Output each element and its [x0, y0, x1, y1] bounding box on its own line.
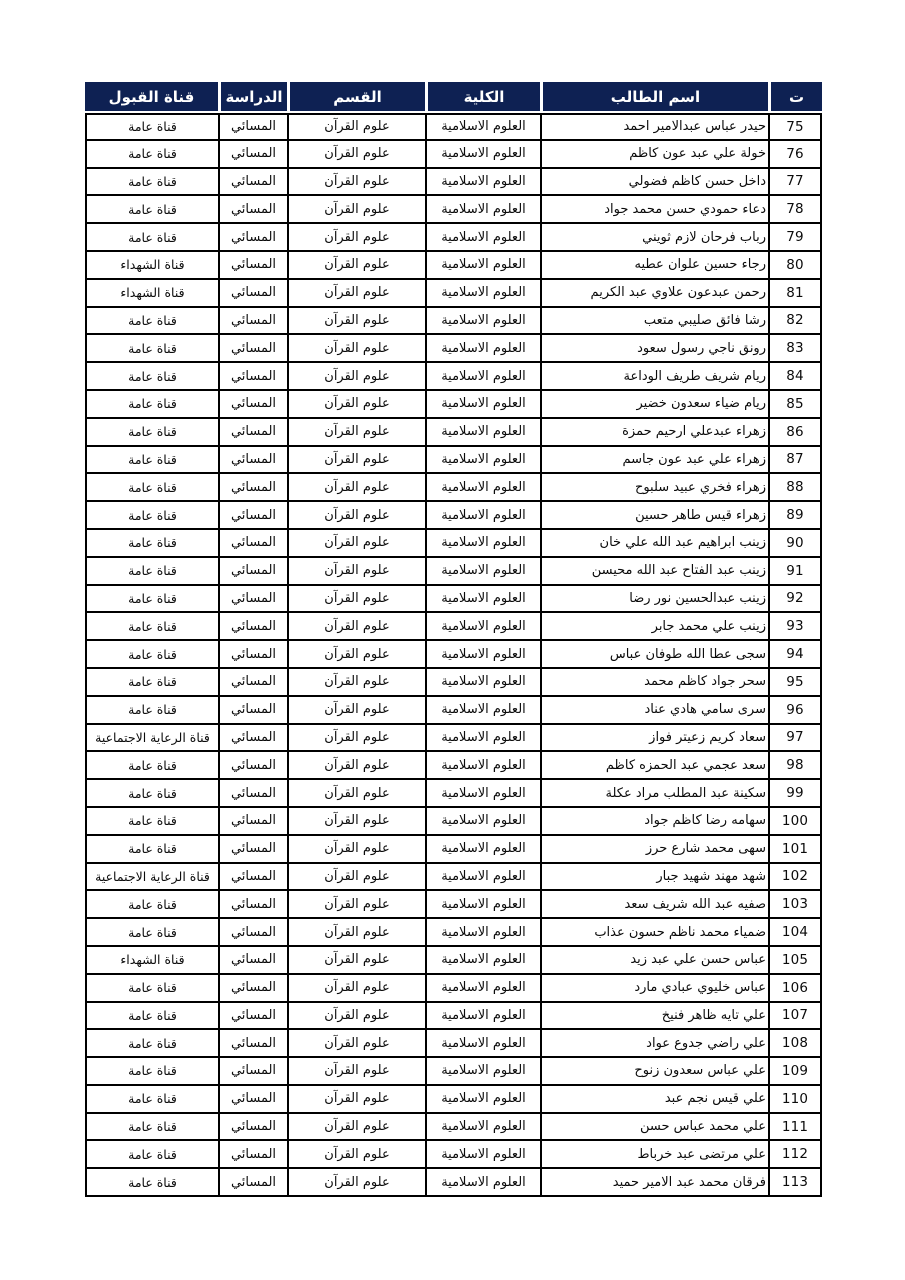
table-row	[85, 1030, 822, 1058]
table-row	[85, 1086, 822, 1114]
cell-admission-channel: قناة عامة	[85, 669, 218, 697]
table-row	[85, 308, 822, 336]
cell-student-name: خولة علي عبد عون كاظم	[540, 141, 768, 169]
cell-no: 81	[768, 280, 822, 308]
column-header-channel: قناة القبول	[85, 82, 218, 113]
cell-study: المسائي	[218, 1169, 287, 1197]
cell-department: علوم القرآن	[287, 669, 425, 697]
cell-student-name: زهراء علي عبد عون جاسم	[540, 447, 768, 475]
cell-no: 77	[768, 169, 822, 197]
cell-college: العلوم الاسلامية	[425, 725, 540, 753]
cell-study: المسائي	[218, 1003, 287, 1031]
cell-college: العلوم الاسلامية	[425, 363, 540, 391]
cell-admission-channel: قناة عامة	[85, 1141, 218, 1169]
cell-student-name: صفيه عبد الله شريف سعد	[540, 891, 768, 919]
table-row	[85, 669, 822, 697]
table-row	[85, 196, 822, 224]
cell-college: العلوم الاسلامية	[425, 836, 540, 864]
cell-college: العلوم الاسلامية	[425, 280, 540, 308]
cell-no: 112	[768, 1141, 822, 1169]
table-body	[85, 113, 822, 1197]
cell-study: المسائي	[218, 558, 287, 586]
cell-admission-channel: قناة الرعاية الاجتماعية	[85, 725, 218, 753]
cell-study: المسائي	[218, 864, 287, 892]
table-row	[85, 474, 822, 502]
cell-study: المسائي	[218, 780, 287, 808]
table-row	[85, 252, 822, 280]
column-header-no: ت	[768, 82, 822, 113]
table-row	[85, 613, 822, 641]
cell-admission-channel: قناة عامة	[85, 641, 218, 669]
table-row	[85, 169, 822, 197]
cell-student-name: فرقان محمد عبد الامير حميد	[540, 1169, 768, 1197]
cell-student-name: زينب ابراهيم عبد الله علي خان	[540, 530, 768, 558]
cell-student-name: رونق ناجي رسول سعود	[540, 335, 768, 363]
cell-college: العلوم الاسلامية	[425, 169, 540, 197]
table-row	[85, 975, 822, 1003]
cell-admission-channel: قناة عامة	[85, 1169, 218, 1197]
cell-admission-channel: قناة عامة	[85, 780, 218, 808]
cell-admission-channel: قناة عامة	[85, 1058, 218, 1086]
cell-department: علوم القرآن	[287, 419, 425, 447]
cell-no: 83	[768, 335, 822, 363]
cell-department: علوم القرآن	[287, 975, 425, 1003]
cell-student-name: سعد عجمي عبد الحمزه كاظم	[540, 752, 768, 780]
table-row	[85, 1114, 822, 1142]
table-header	[85, 82, 822, 113]
cell-department: علوم القرآن	[287, 919, 425, 947]
cell-study: المسائي	[218, 808, 287, 836]
cell-college: العلوم الاسلامية	[425, 864, 540, 892]
cell-admission-channel: قناة عامة	[85, 447, 218, 475]
cell-no: 79	[768, 224, 822, 252]
cell-no: 75	[768, 113, 822, 141]
cell-college: العلوم الاسلامية	[425, 1086, 540, 1114]
cell-admission-channel: قناة الرعاية الاجتماعية	[85, 864, 218, 892]
table-row	[85, 780, 822, 808]
cell-no: 90	[768, 530, 822, 558]
cell-study: المسائي	[218, 836, 287, 864]
cell-department: علوم القرآن	[287, 169, 425, 197]
cell-admission-channel: قناة عامة	[85, 1086, 218, 1114]
cell-college: العلوم الاسلامية	[425, 780, 540, 808]
cell-admission-channel: قناة عامة	[85, 474, 218, 502]
cell-department: علوم القرآن	[287, 1141, 425, 1169]
cell-no: 91	[768, 558, 822, 586]
cell-student-name: علي عباس سعدون زنوح	[540, 1058, 768, 1086]
table-row	[85, 530, 822, 558]
cell-study: المسائي	[218, 224, 287, 252]
cell-admission-channel: قناة عامة	[85, 919, 218, 947]
cell-college: العلوم الاسلامية	[425, 252, 540, 280]
cell-college: العلوم الاسلامية	[425, 530, 540, 558]
cell-admission-channel: قناة عامة	[85, 1030, 218, 1058]
header-row	[85, 82, 822, 113]
cell-no: 99	[768, 780, 822, 808]
column-header-college: الكلية	[425, 82, 540, 113]
cell-admission-channel: قناة عامة	[85, 335, 218, 363]
cell-no: 96	[768, 697, 822, 725]
cell-department: علوم القرآن	[287, 502, 425, 530]
column-header-department: القسم	[287, 82, 425, 113]
cell-admission-channel: قناة الشهداء	[85, 280, 218, 308]
cell-study: المسائي	[218, 474, 287, 502]
cell-study: المسائي	[218, 169, 287, 197]
cell-student-name: ريام ضياء سعدون خضير	[540, 391, 768, 419]
cell-no: 88	[768, 474, 822, 502]
table-row	[85, 335, 822, 363]
cell-admission-channel: قناة عامة	[85, 752, 218, 780]
table-row	[85, 419, 822, 447]
cell-college: العلوم الاسلامية	[425, 947, 540, 975]
cell-college: العلوم الاسلامية	[425, 335, 540, 363]
cell-student-name: زينب علي محمد جابر	[540, 613, 768, 641]
cell-college: العلوم الاسلامية	[425, 1169, 540, 1197]
table-row	[85, 808, 822, 836]
cell-admission-channel: قناة عامة	[85, 586, 218, 614]
cell-student-name: علي قيس نجم عبد	[540, 1086, 768, 1114]
cell-department: علوم القرآن	[287, 641, 425, 669]
cell-department: علوم القرآن	[287, 725, 425, 753]
cell-no: 98	[768, 752, 822, 780]
cell-department: علوم القرآن	[287, 947, 425, 975]
cell-department: علوم القرآن	[287, 1003, 425, 1031]
cell-department: علوم القرآن	[287, 752, 425, 780]
table-row	[85, 1169, 822, 1197]
cell-no: 86	[768, 419, 822, 447]
cell-admission-channel: قناة عامة	[85, 1114, 218, 1142]
cell-no: 111	[768, 1114, 822, 1142]
students-table	[85, 82, 822, 1197]
cell-college: العلوم الاسلامية	[425, 891, 540, 919]
cell-department: علوم القرآن	[287, 697, 425, 725]
cell-student-name: حيدر عباس عبدالامير احمد	[540, 113, 768, 141]
cell-student-name: سهى محمد شارع حرز	[540, 836, 768, 864]
cell-study: المسائي	[218, 586, 287, 614]
cell-student-name: زهراء قيس طاهر حسين	[540, 502, 768, 530]
cell-college: العلوم الاسلامية	[425, 669, 540, 697]
cell-study: المسائي	[218, 113, 287, 141]
cell-admission-channel: قناة الشهداء	[85, 947, 218, 975]
cell-study: المسائي	[218, 252, 287, 280]
cell-department: علوم القرآن	[287, 1169, 425, 1197]
cell-student-name: زهراء فخري عبيد سلبوح	[540, 474, 768, 502]
cell-no: 104	[768, 919, 822, 947]
cell-college: العلوم الاسلامية	[425, 113, 540, 141]
cell-admission-channel: قناة عامة	[85, 975, 218, 1003]
cell-student-name: سهامه رضا كاظم جواد	[540, 808, 768, 836]
table-row	[85, 558, 822, 586]
cell-department: علوم القرآن	[287, 474, 425, 502]
cell-department: علوم القرآن	[287, 1114, 425, 1142]
table-row	[85, 947, 822, 975]
cell-no: 95	[768, 669, 822, 697]
cell-no: 103	[768, 891, 822, 919]
cell-department: علوم القرآن	[287, 224, 425, 252]
cell-no: 106	[768, 975, 822, 1003]
cell-college: العلوم الاسلامية	[425, 1141, 540, 1169]
cell-department: علوم القرآن	[287, 530, 425, 558]
cell-student-name: علي مرتضى عبد خرباط	[540, 1141, 768, 1169]
cell-college: العلوم الاسلامية	[425, 558, 540, 586]
cell-study: المسائي	[218, 697, 287, 725]
cell-admission-channel: قناة عامة	[85, 113, 218, 141]
cell-no: 109	[768, 1058, 822, 1086]
cell-student-name: دعاء حمودي حسن محمد جواد	[540, 196, 768, 224]
cell-college: العلوم الاسلامية	[425, 1058, 540, 1086]
cell-no: 87	[768, 447, 822, 475]
table-row	[85, 391, 822, 419]
cell-study: المسائي	[218, 975, 287, 1003]
cell-study: المسائي	[218, 669, 287, 697]
cell-department: علوم القرآن	[287, 391, 425, 419]
cell-college: العلوم الاسلامية	[425, 502, 540, 530]
cell-study: المسائي	[218, 1141, 287, 1169]
cell-no: 85	[768, 391, 822, 419]
cell-study: المسائي	[218, 530, 287, 558]
cell-no: 80	[768, 252, 822, 280]
cell-admission-channel: قناة الشهداء	[85, 252, 218, 280]
cell-study: المسائي	[218, 947, 287, 975]
cell-college: العلوم الاسلامية	[425, 196, 540, 224]
cell-college: العلوم الاسلامية	[425, 419, 540, 447]
cell-no: 94	[768, 641, 822, 669]
cell-department: علوم القرآن	[287, 864, 425, 892]
cell-no: 110	[768, 1086, 822, 1114]
cell-study: المسائي	[218, 502, 287, 530]
column-header-name: اسم الطالب	[540, 82, 768, 113]
cell-student-name: سحر جواد كاظم محمد	[540, 669, 768, 697]
cell-admission-channel: قناة عامة	[85, 613, 218, 641]
cell-no: 89	[768, 502, 822, 530]
cell-college: العلوم الاسلامية	[425, 752, 540, 780]
cell-admission-channel: قناة عامة	[85, 1003, 218, 1031]
cell-student-name: سكينة عبد المطلب مراد عكلة	[540, 780, 768, 808]
cell-college: العلوم الاسلامية	[425, 975, 540, 1003]
cell-student-name: عباس خليوي عبادي مارد	[540, 975, 768, 1003]
cell-admission-channel: قناة عامة	[85, 808, 218, 836]
cell-student-name: علي تايه ظاهر فنيخ	[540, 1003, 768, 1031]
cell-admission-channel: قناة عامة	[85, 502, 218, 530]
cell-student-name: رباب فرحان لازم ثويني	[540, 224, 768, 252]
cell-college: العلوم الاسلامية	[425, 224, 540, 252]
cell-admission-channel: قناة عامة	[85, 169, 218, 197]
cell-no: 82	[768, 308, 822, 336]
cell-study: المسائي	[218, 613, 287, 641]
cell-study: المسائي	[218, 447, 287, 475]
cell-student-name: علي راضي جدوع عواد	[540, 1030, 768, 1058]
table-row	[85, 363, 822, 391]
table-row	[85, 752, 822, 780]
cell-admission-channel: قناة عامة	[85, 308, 218, 336]
cell-study: المسائي	[218, 1114, 287, 1142]
cell-no: 101	[768, 836, 822, 864]
cell-no: 105	[768, 947, 822, 975]
cell-student-name: رشا فائق صليبي متعب	[540, 308, 768, 336]
cell-student-name: زينب عبد الفتاح عبد الله محيسن	[540, 558, 768, 586]
cell-admission-channel: قناة عامة	[85, 391, 218, 419]
table-row	[85, 502, 822, 530]
table-row	[85, 919, 822, 947]
cell-no: 76	[768, 141, 822, 169]
cell-admission-channel: قناة عامة	[85, 697, 218, 725]
table-row	[85, 447, 822, 475]
cell-student-name: داخل حسن كاظم فضولي	[540, 169, 768, 197]
cell-college: العلوم الاسلامية	[425, 919, 540, 947]
cell-college: العلوم الاسلامية	[425, 586, 540, 614]
cell-admission-channel: قناة عامة	[85, 196, 218, 224]
cell-college: العلوم الاسلامية	[425, 1030, 540, 1058]
cell-department: علوم القرآن	[287, 335, 425, 363]
cell-department: علوم القرآن	[287, 141, 425, 169]
cell-department: علوم القرآن	[287, 558, 425, 586]
table-row	[85, 836, 822, 864]
cell-admission-channel: قناة عامة	[85, 419, 218, 447]
cell-study: المسائي	[218, 752, 287, 780]
table-row	[85, 641, 822, 669]
cell-college: العلوم الاسلامية	[425, 1114, 540, 1142]
cell-study: المسائي	[218, 391, 287, 419]
cell-admission-channel: قناة عامة	[85, 558, 218, 586]
cell-student-name: سجى عطا الله طوفان عباس	[540, 641, 768, 669]
cell-department: علوم القرآن	[287, 1086, 425, 1114]
cell-study: المسائي	[218, 919, 287, 947]
cell-department: علوم القرآن	[287, 891, 425, 919]
cell-no: 93	[768, 613, 822, 641]
cell-department: علوم القرآن	[287, 113, 425, 141]
cell-no: 100	[768, 808, 822, 836]
cell-department: علوم القرآن	[287, 1058, 425, 1086]
table-row	[85, 1003, 822, 1031]
table-row	[85, 1058, 822, 1086]
table-row	[85, 224, 822, 252]
table-row	[85, 891, 822, 919]
cell-department: علوم القرآن	[287, 836, 425, 864]
cell-department: علوم القرآن	[287, 808, 425, 836]
cell-student-name: علي محمد عباس حسن	[540, 1114, 768, 1142]
cell-college: العلوم الاسلامية	[425, 474, 540, 502]
cell-college: العلوم الاسلامية	[425, 308, 540, 336]
table-row	[85, 141, 822, 169]
cell-admission-channel: قناة عامة	[85, 836, 218, 864]
cell-department: علوم القرآن	[287, 363, 425, 391]
cell-student-name: ضمياء محمد ناظم حسون عذاب	[540, 919, 768, 947]
cell-college: العلوم الاسلامية	[425, 613, 540, 641]
cell-no: 102	[768, 864, 822, 892]
cell-student-name: شهد مهند شهيد جبار	[540, 864, 768, 892]
cell-college: العلوم الاسلامية	[425, 447, 540, 475]
table-row	[85, 864, 822, 892]
cell-department: علوم القرآن	[287, 780, 425, 808]
cell-study: المسائي	[218, 1058, 287, 1086]
table-row	[85, 113, 822, 141]
cell-student-name: سرى سامي هادي عناد	[540, 697, 768, 725]
cell-college: العلوم الاسلامية	[425, 1003, 540, 1031]
cell-admission-channel: قناة عامة	[85, 141, 218, 169]
cell-study: المسائي	[218, 308, 287, 336]
cell-study: المسائي	[218, 641, 287, 669]
cell-college: العلوم الاسلامية	[425, 391, 540, 419]
cell-admission-channel: قناة عامة	[85, 224, 218, 252]
cell-no: 113	[768, 1169, 822, 1197]
cell-student-name: ريام شريف طريف الوداعة	[540, 363, 768, 391]
cell-no: 108	[768, 1030, 822, 1058]
table-row	[85, 280, 822, 308]
cell-department: علوم القرآن	[287, 280, 425, 308]
cell-student-name: زهراء عبدعلي ارحيم حمزة	[540, 419, 768, 447]
cell-no: 97	[768, 725, 822, 753]
column-header-study: الدراسة	[218, 82, 287, 113]
cell-study: المسائي	[218, 725, 287, 753]
cell-no: 78	[768, 196, 822, 224]
cell-study: المسائي	[218, 196, 287, 224]
table-row	[85, 1141, 822, 1169]
cell-student-name: رحمن عبدعون علاوي عبد الكريم	[540, 280, 768, 308]
cell-college: العلوم الاسلامية	[425, 641, 540, 669]
cell-student-name: زينب عبدالحسين نور رضا	[540, 586, 768, 614]
cell-college: العلوم الاسلامية	[425, 808, 540, 836]
cell-admission-channel: قناة عامة	[85, 891, 218, 919]
cell-student-name: عباس حسن علي عبد زيد	[540, 947, 768, 975]
cell-study: المسائي	[218, 363, 287, 391]
table-row	[85, 586, 822, 614]
cell-study: المسائي	[218, 141, 287, 169]
cell-student-name: رجاء حسين علوان عطيه	[540, 252, 768, 280]
cell-department: علوم القرآن	[287, 1030, 425, 1058]
cell-department: علوم القرآن	[287, 613, 425, 641]
cell-department: علوم القرآن	[287, 252, 425, 280]
cell-no: 107	[768, 1003, 822, 1031]
table-row	[85, 725, 822, 753]
cell-department: علوم القرآن	[287, 308, 425, 336]
cell-study: المسائي	[218, 280, 287, 308]
cell-department: علوم القرآن	[287, 447, 425, 475]
cell-admission-channel: قناة عامة	[85, 530, 218, 558]
cell-study: المسائي	[218, 1030, 287, 1058]
cell-department: علوم القرآن	[287, 196, 425, 224]
cell-department: علوم القرآن	[287, 586, 425, 614]
table-row	[85, 697, 822, 725]
cell-study: المسائي	[218, 891, 287, 919]
cell-no: 84	[768, 363, 822, 391]
cell-study: المسائي	[218, 335, 287, 363]
cell-no: 92	[768, 586, 822, 614]
cell-study: المسائي	[218, 419, 287, 447]
cell-college: العلوم الاسلامية	[425, 697, 540, 725]
cell-admission-channel: قناة عامة	[85, 363, 218, 391]
cell-college: العلوم الاسلامية	[425, 141, 540, 169]
cell-study: المسائي	[218, 1086, 287, 1114]
cell-student-name: سعاد كريم زعيتر فواز	[540, 725, 768, 753]
